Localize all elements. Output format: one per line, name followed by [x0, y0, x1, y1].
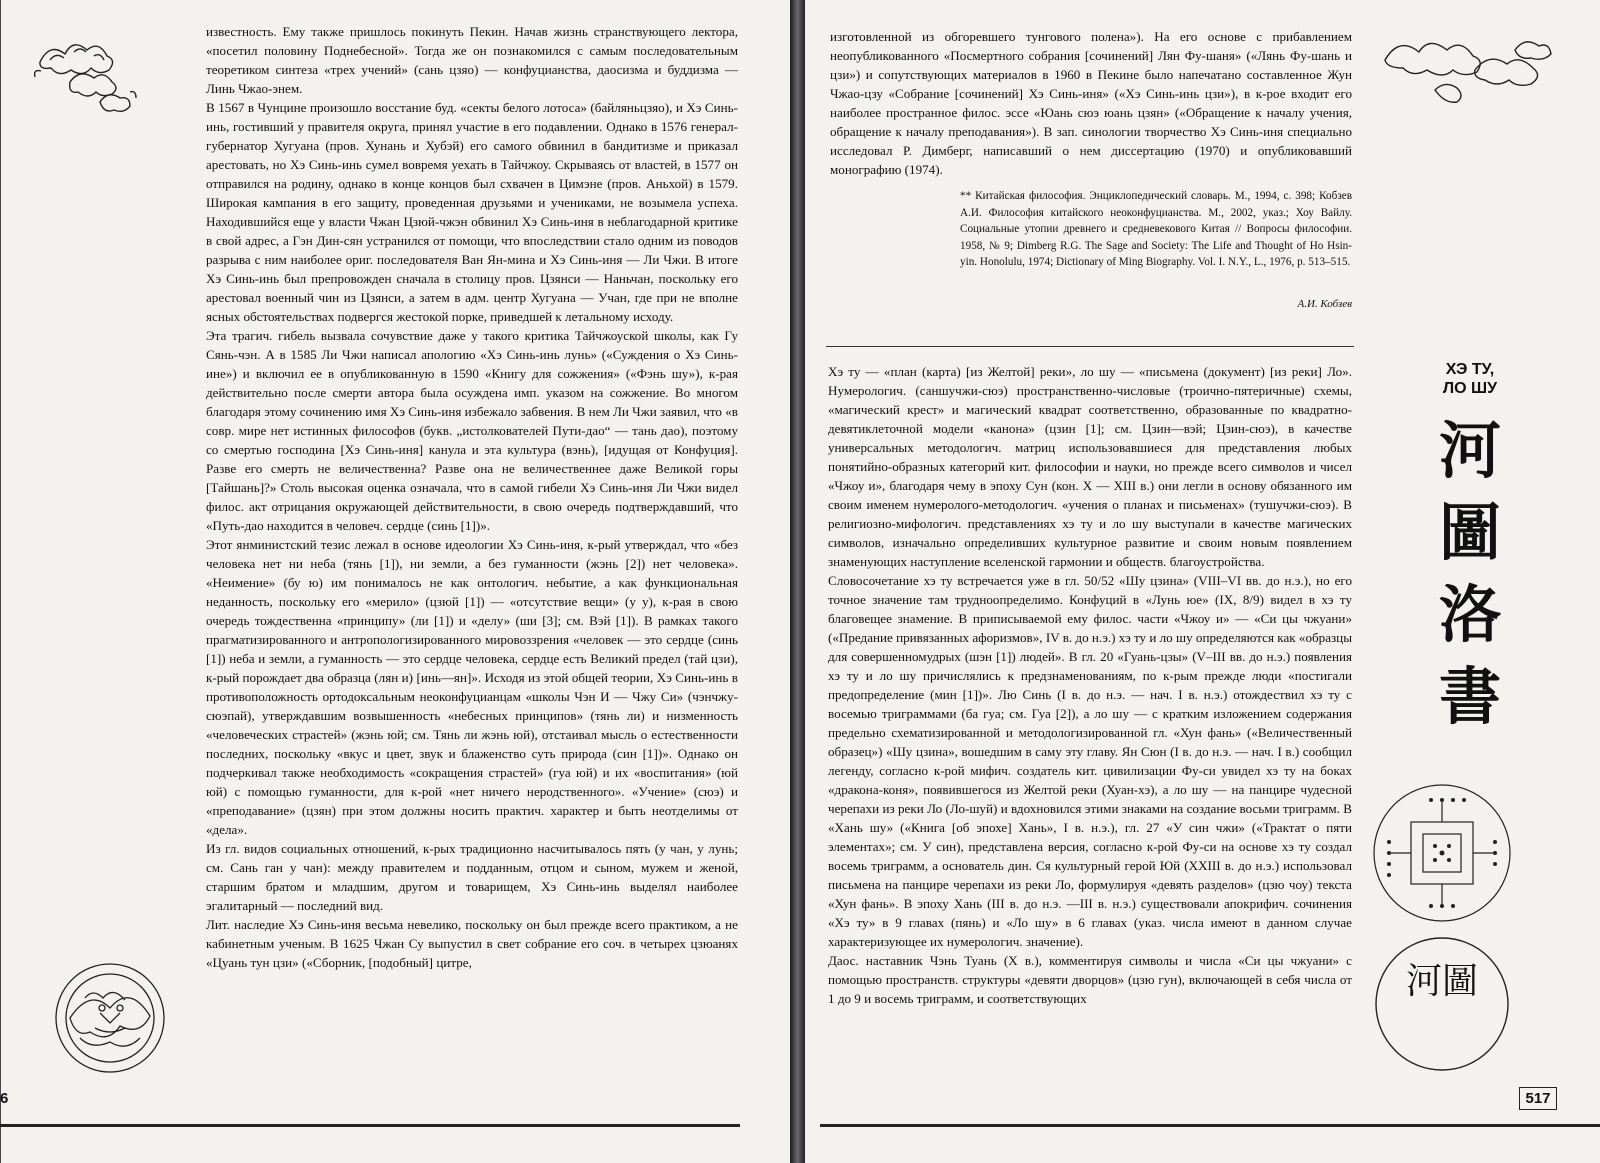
entry-title-line: ЛО ШУ — [1442, 380, 1498, 397]
paragraph: Из гл. видов социальных отношений, к-рых традиционно насчитывалось пять (у чан, у лунь; см. Сань ган у чан): между правителем и подданным, отцом и сыном, мужем и женой, старшим братом и младшим, другом и товарищем, Хэ Синь-инь выделял наиболее эгалитарный — последний вид. — [206, 841, 738, 913]
paragraph: В 1567 в Чунцине произошло восстание буд. «секты белого лотоса» (байляньцзяо), и Хэ Синь-инь, гостивший у правителя округа, принял участие в его подавлении. Однако в 1576 генерал-губернатор Хугуана (пров. Хунань и Хубэй) его самого обвинил в бандитизме и приказал арестовать, но Хэ Синь-инь сумел вовремя уехать в Тайчжоу. Скрываясь от властей, в 1577 он отправился на родину, однако в конце концов был схвачен в Цимэне (пров. Аньхой) в 1579. Широкая кампания в его защиту, проведенная друзьями и учениками, не возымела успеха. Находившийся еще у власти Чжан Цзюй-чжэн обвинил Хэ Синь-иня в неблагодарной критике в свой адрес, а Гэн Дин-сян устранился от помощи, что впоследствии стало одним из поводов разрыва с ним наиболее ориг. последователя Ван Ян-мина и Хэ Синь-иня — Ли Чжи. В итоге Хэ Синь-инь был препровожден сначала в столицу пров. Цзянси — Наньчан, поскольку его арестовал военный чин из Цзянси, а затем в адм. центр Хугуана — Учан, где при не вполне ясных обстоятельствах подвергся жестокой порке, приведшей к летальному исходу. — [206, 100, 738, 324]
paragraph: Хэ ту — «план (карта) [из Желтой] реки», ло шу — «письмена (документ) [из реки] Ло». Нумерологич. (саншучжи-сюэ) пространственно-числовые (троично-пятеричные) схемы, «магический крест» и магический квадрат соответственно, образованные по квадратно-девятиклеточной модели «канона» (цзин [1]; см. Цзин—вэй; Цзин-сюэ), в качестве универсальных методологич. матриц использовавшиеся для представления любых понятийно-образных категорий кит. философии и науки, но прежде всего символов и чисел «Чжоу и», благодаря чему в эпоху Сун (кон. X — XIII в.) они легли в основу обязанного им своим именем нумеролого-методологич. «учения о планах и письменах» (тушучжи-сюэ). В религиозно-мифологич. представлениях хэ ту и ло шу выступали в качестве магических символов, изначально определивших культурное развитие и своим новым появлением знаменующих наступление вселенской гармонии и обществ. благоустройства. — [828, 364, 1352, 569]
paragraph: Словосочетание хэ ту встречается уже в гл. 50/52 «Шу цзина» (VIII–VI вв. до н.э.), но его точное значение там трудноопределимо. Конфуций в «Лунь юе» (IX, 8/9) видел в хэ ту благовещее знамение. В приписываемой ему филос. части «Чжоу и» — «Си цы чжуани» («Предание привязанных афоризмов», IV в. до н.э.) хэ ту и ло шу определяются как «образцы для совершенномудрых (шэн [1]) людей». В гл. 20 «Гуань-цзы» (V–III вв. до н.э.) появления хэ ту и ло шу причислялись к предзнаменованиям, по к-рым прежде люди «постигали предопределение (мин [1])». Лю Синь (I в. до н.э. — нач. I в. н.э.) отождествил хэ ту с восемью триграммами (ба гуа; см. Гуа [2]), а ло шу — с кратким изложением содержания предельно схематизированной и методологизированной гл. «Хун фань» («Величественный образец») «Шу цзина», вошедшим в саму эту главу. Ян Сюн (I в. до н.э. — нач. I в.) сообщил легенду, согласно к-рой мифич. создатель кит. цивилизации Фу-си увидел хэ ту на боках «дракона-коня», появившегося из Желтой реки (Хуан-хэ), а ло шу — на панцире чудесной черепахи из реки Ло (Ло-шуй) и вдохновился этими знаками на создание восьми триграмм. В «Хань шу» («Книга [об эпохе] Хань», I в. н.э.), гл. 27 «У син чжи» («Трактат о пяти элементах»; см. У син), представлена версия, согласно к-рой Фу-си на основе хэ ту создал восемь триграмм, а основатель дин. Ся культурный герой Юй (XXIII в. до н.э.) использовал письмена на панцире черепахи из реки Ло, формулируя «девять разделов» (цзю чоу) текста «Хун фань». В эпоху Хань (III в. до н.э. —III в. н.э.) существовали апокрифич. сочинения «Хэ ту» в 9 главах (пянь) и «Ло шу» в 6 главах (указ. числа имеют в данном случае характеризующее их нумерологич. значение). — [828, 573, 1352, 949]
entry-cjk-title — [1420, 410, 1520, 738]
seal-stamp-icon — [1373, 935, 1511, 1073]
cjk-characters: 河圖洛書 — [1438, 414, 1501, 733]
entry-title-line: ХЭ ТУ, — [1445, 361, 1495, 378]
right-column-continuation — [830, 27, 1352, 179]
author-signature: А.И. Кобзев — [1297, 298, 1352, 310]
left-column-text — [206, 22, 738, 972]
cloud-ornament-icon — [30, 22, 150, 122]
seal-glyphs: 河圖 — [1405, 961, 1478, 1002]
book-gutter — [790, 0, 805, 1163]
paragraph: Даос. наставник Чэнь Туань (X в.), комментируя символы и числа «Си цы чжуани» с помощью пространств. структуры «девяти дворцов» (цзю гун), включающей в себя числа от 1 до 9 и восемь триграмм, и соответствующих — [828, 953, 1352, 1006]
paragraph: известность. Ему также пришлось покинуть Пекин. Начав жизнь странствующего лектора, «посетил половину Поднебесной». Тогда же он познакомился с самым последовательным теоретиком синтеза «трех учений» (сань цзяо) — конфуцианства, даосизма и буддизма — Линь Чжао-энем. — [206, 24, 738, 96]
references: ** Китайская философия. Энциклопедический словарь. М., 1994, с. 398; Кобзев А.И. Философия китайского неоконфуцианства. М., 2002, указ.; Хоу Вайлу. Социальные утопии древнего и средневекового Китая // Вопросы философии. 1958, № 9; Dimberg R.G. The Sage and Society: The Life and Thought of Ho Hsin-yin. Honolulu, 1974; Dictionary of Ming Biography. Vol. I. N.Y., L., 1976, p. 513–515. — [960, 190, 1352, 268]
cloud-ornament-icon — [1365, 20, 1585, 120]
dragon-roundel-icon — [40, 958, 180, 1078]
page-number-right: 517 — [1519, 1087, 1557, 1110]
paragraph: Этот янминистский тезис лежал в основе идеологии Хэ Синь-иня, к-рый утверждал, что «без человека нет ни неба (тянь [1]), ни земли, а без гуманности (жэнь [2]) нет человека». «Неимение» (бу ю) им понималось не как онтологич. небытие, а как функциональная неданность, поскольку его «мерило» (цзюй [1]) — «отсутствие вещи» (у у), к-рая в свою очередь тождественна «принципу» (ли [1]) и «делу» (ши [3]; см. Вэй [1]). В рамках такого прагматизированного и антропологизированного мировоззрения «человек — это сердце (синь [1]) неба и земли, а гуманность — это сердце человека, сердце есть Великий предел (тай цзи), к-рый порождает два образца (лян и) [инь—ян]». Исходя из этой общей теории, Хэ Синь-инь в противоположность ортодоксальным неоконфуцианцам «школы Чэн И — Чжу Си» (чэнчжу-сюэпай), утверждавшим возвышенность «небесных принципов» (тянь ли) и низменность «человеческих страстей» (жэнь юй; см. Тянь ли жэнь юй), отстаивал мысль о естественности последних, поскольку «вкус и цвет, звук и блаженство суть природа (син [1])». Однако он подчеркивал также необходимость «сокращения страстей» (гуа юй) и их «воспитания» (юй юй) с помощью гуманности, для к-рой «нет ничего неродственного». «Учение» (сюэ) и «преподавание» (цзян) при этом должны носить практич. характер и быть неотделимы от «дела». — [206, 537, 738, 837]
paragraph: Эта трагич. гибель вызвала сочувствие даже у такого критика Тайчжоуской школы, как Гу Сянь-чэн. А в 1585 Ли Чжи написал апологию «Хэ Синь-инь лунь» («Суждения о Хэ Синь-ине») и включил ее в опубликованную в 1590 «Книгу для сожжения» («Фэнь шу»), к-рая действительно после смерти автора была осуждена имп. указом на сожжение. Во многом благодаря этому сочинению имя Хэ Синь-иня избежало забвения. В нем Ли Чжи заявил, что «в совр. мире нет истинных философов (букв. „истолкователей Пути-дао“ — тань дао), поэтому со смертью господина [Хэ Синь-иня] канула и эта культура (вэнь), [идущая от Конфуция]. Разве его смерть не величественна? Разве она не величественнее даже Великой горы [Тайшань]?» Столь высокая оценка означала, что в самой гибели Хэ Синь-иня Ли Чжи видел филос. акт отрицания окружающей действительности, в свою очередь подтверждавший, что «Путь-дао находится в человеч. сердце (синь [1])». — [206, 328, 738, 533]
entry-heading — [1400, 360, 1540, 398]
hetu-diagram-icon — [1371, 782, 1513, 924]
paragraph: изготовленной из обгоревшего тунгового полена»). На его основе с прибавлением неопубликованного «Посмертного собрания [сочинений] Лян Фу-шаня» («Лянь Фу-шань и цзи») и сопутствующих материалов в 1960 в Пекине было напечатано составленное Жун Чжао-цзу «Собрание [сочинений] Хэ Синь-иня» («Хэ Синь-инь цзи»), в к-рое входит его наиболее пространное филос. эссе «Юань сюэ юань цзян» («Обращение к началу учения, обращение к началу преподавания»). В зап. синологии творчество Хэ Синь-иня специально исследовал Р. Димберг, написавший о нем диссертацию (1970) и опубликовавший монографию (1974). — [830, 29, 1352, 177]
page-number-left: 6 — [0, 1090, 9, 1107]
paragraph: Лит. наследие Хэ Синь-иня весьма невелико, поскольку он был прежде всего практиком, а не кабинетным ученым. В 1625 Чжан Су выпустил в свет собрание его соч. в четырех цзюанях «Цуань тун цзи» («Сборник, [подобный] цитре, — [206, 917, 738, 970]
right-column-text — [828, 362, 1352, 1008]
section-divider — [826, 346, 1354, 347]
